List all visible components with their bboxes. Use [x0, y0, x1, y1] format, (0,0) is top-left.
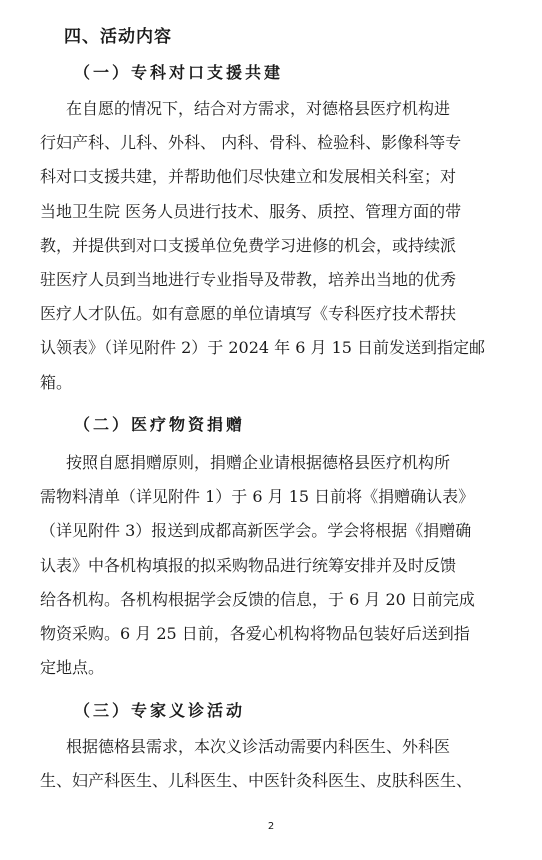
paragraph-line: 生、妇产科医生、儿科医生、中医针灸科医生、皮肤科医生、: [40, 771, 473, 791]
paragraph-line: 驻医疗人员到当地进行专业指导及带教，培养出当地的优秀: [40, 269, 457, 289]
paragraph-line: 按照自愿捐赠原则，捐赠企业请根据德格县医疗机构所: [66, 453, 451, 472]
paragraph-line: 定地点。: [40, 658, 105, 678]
paragraph-line: 根据德格县需求，本次义诊活动需要内科医生、外科医: [66, 737, 451, 756]
subheading-specialty-support: （一）专科对口支援共建: [74, 63, 284, 82]
paragraph-line: 医疗人才队伍。如有意愿的单位请填写《专科医疗技术帮扶: [40, 304, 457, 324]
page-number: 2: [267, 821, 275, 832]
paragraph-line: 在自愿的情况下，结合对方需求，对德格县医疗机构进: [66, 99, 451, 118]
paragraph-line: 认表》中各机构填报的拟采购物品进行统筹安排并及时反馈: [40, 555, 457, 575]
paragraph-line: 物资采购。6 月 25 日前，各爱心机构将物品包装好后送到指: [40, 623, 470, 643]
paragraph-specialty-support: [40, 92, 485, 400]
paragraph-expert-clinic: [40, 730, 472, 798]
section-heading-activity-content: 四、活动内容: [64, 27, 172, 47]
paragraph-line: 科对口支援共建，并帮助他们尽快建立和发展相关科室；对: [40, 167, 457, 187]
paragraph-line: 箱。: [40, 372, 73, 392]
paragraph-line: 认领表》（详见附件 2）于 2024 年 6 月 15 日前发送到指定邮: [40, 338, 486, 358]
paragraph-line: 当地卫生院 医务人员进行技术、服务、质控、管理方面的带: [40, 201, 462, 221]
paragraph-line: 给各机构。各机构根据学会反馈的信息，于 6 月 20 日前完成: [40, 589, 475, 609]
paragraph-line: 教，并提供到对口支援单位免费学习进修的机会，或持续派: [40, 235, 457, 255]
paragraph-line: （详见附件 3）报送到成都高新医学会。学会将根据《捐赠确: [40, 521, 472, 541]
paragraph-line: 行妇产科、儿科、外科、 内科、骨科、检验科、影像科等专: [40, 133, 462, 153]
subheading-expert-clinic: （三）专家义诊活动: [74, 701, 246, 720]
paragraph-material-donation: [40, 446, 475, 685]
subheading-material-donation: （二）医疗物资捐赠: [74, 415, 246, 434]
paragraph-line: 需物料清单（详见附件 1）于 6 月 15 日前将《捐赠确认表》: [40, 487, 475, 507]
